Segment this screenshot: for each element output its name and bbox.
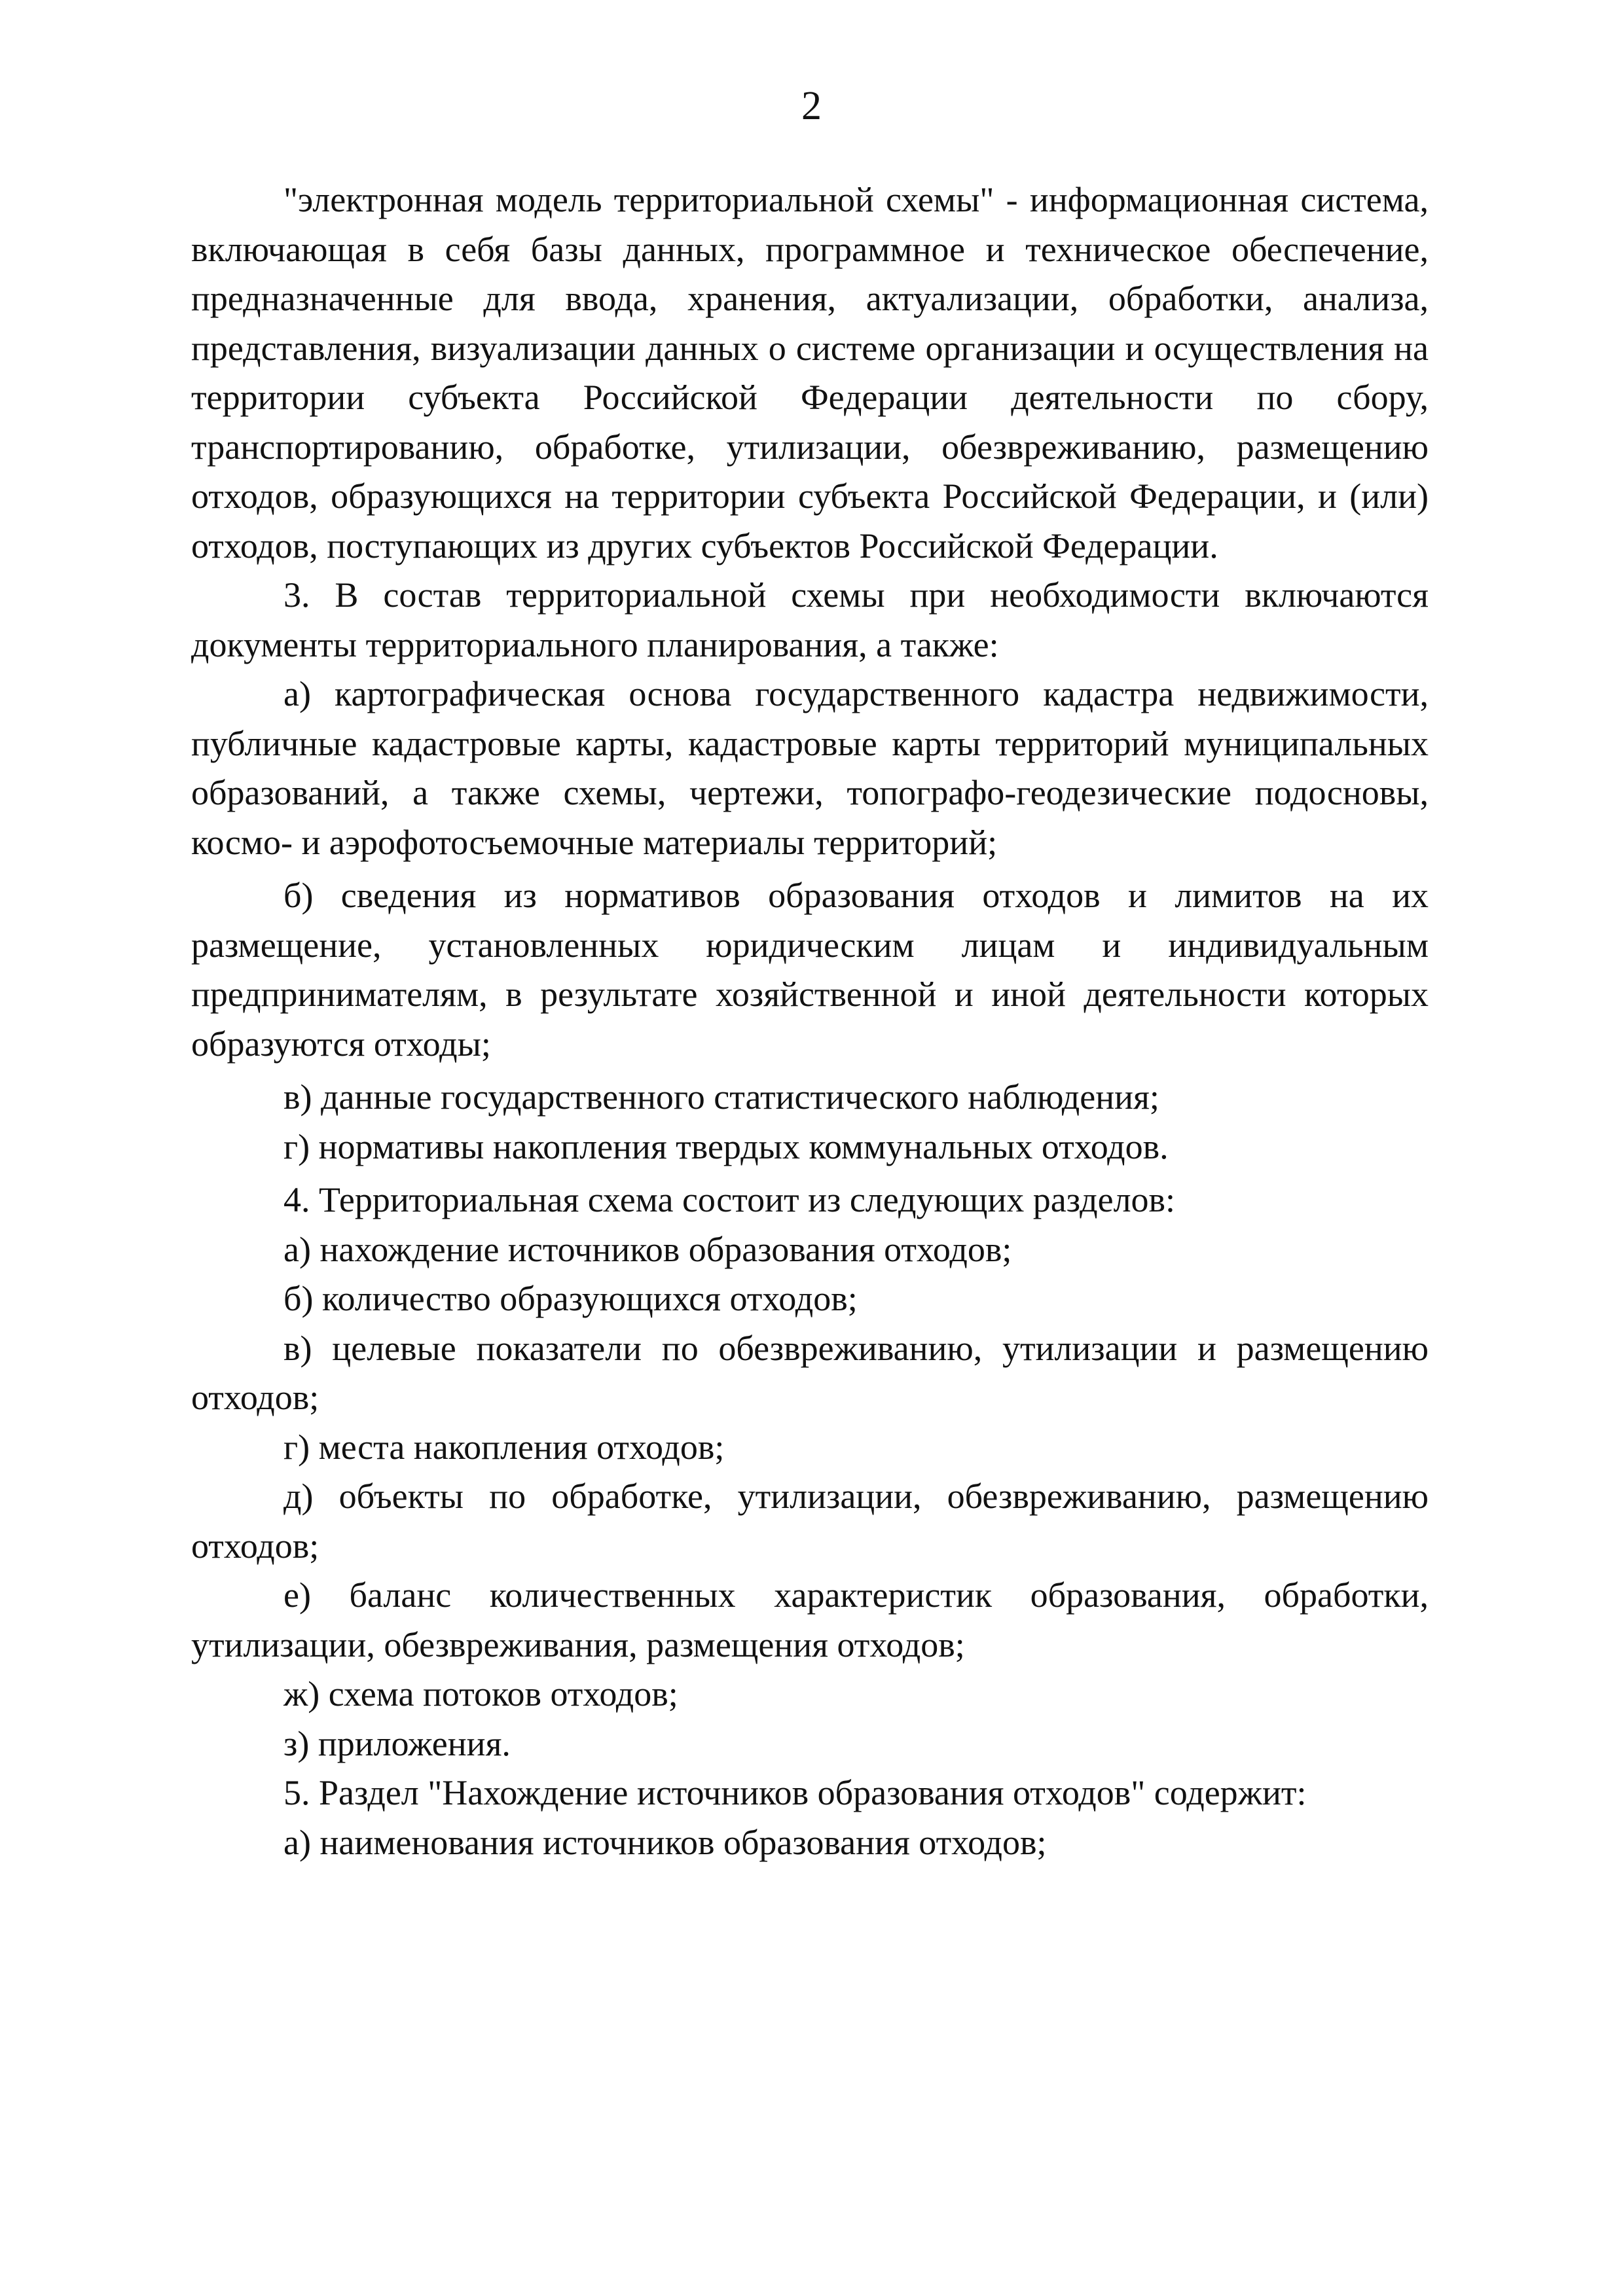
paragraph-clause-3b: б) сведения из нормативов образования отходов и лимитов на их размещение, установленных юридическим лицам и индивидуальным предпринимателям, в результате хозяйственной и иной деятельности которых образуются отходы; xyxy=(191,876,1429,1064)
paragraph-clause-4g: г) места накопления отходов; xyxy=(283,1427,725,1467)
page-number: 2 xyxy=(801,84,822,128)
paragraph-clause-4b: б) количество образующихся отходов; xyxy=(283,1279,858,1318)
paragraph-clause-3: 3. В состав территориальной схемы при необходимости включаются документы территориального планирования, а также: xyxy=(191,575,1429,664)
paragraph-clause-3a: а) картографическая основа государственного кадастра недвижимости, публичные кадастровые карты, кадастровые карты территорий муниципальных образований, а также схемы, чертежи, топографо-геодезические подосновы, космо- и аэрофотосъемочные материалы территорий; xyxy=(191,674,1429,862)
paragraph-clause-4z: з) приложения. xyxy=(283,1723,511,1763)
paragraph-clause-3g: г) нормативы накопления твердых коммунальных отходов. xyxy=(283,1126,1169,1166)
paragraph-clause-4a: а) нахождение источников образования отходов; xyxy=(283,1229,1012,1269)
document-body xyxy=(191,175,1429,1867)
paragraph-definition-electronic-model: "электронная модель территориальной схемы" - информационная система, включающая в себя базы данных, программное и техническое обеспечение, предназначенные для ввода, хранения, актуализации, обработки, анализа, представления, визуализации данных о системе организации и осуществления на территории субъекта Российской Федерации деятельности по сбору, транспортированию, обработке, утилизации, обезвреживанию, размещению отходов, образующихся на территории субъекта Российской Федерации, и (или) отходов, поступающих из других субъектов Российской Федерации. xyxy=(191,180,1429,565)
paragraph-clause-3v: в) данные государственного статистического наблюдения; xyxy=(283,1077,1159,1117)
paragraph-clause-4e: е) баланс количественных характеристик образования, обработки, утилизации, обезвреживания, размещения отходов; xyxy=(191,1575,1429,1664)
paragraph-clause-4v: в) целевые показатели по обезвреживанию, утилизации и размещению отходов; xyxy=(191,1328,1429,1417)
paragraph-clause-4d: д) объекты по обработке, утилизации, обезвреживанию, размещению отходов; xyxy=(191,1477,1429,1566)
paragraph-clause-5a: а) наименования источников образования отходов; xyxy=(283,1822,1047,1862)
paragraph-clause-5: 5. Раздел "Нахождение источников образования отходов" содержит: xyxy=(283,1773,1307,1812)
paragraph-clause-4: 4. Территориальная схема состоит из следующих разделов: xyxy=(283,1180,1176,1219)
paragraph-clause-4zh: ж) схема потоков отходов; xyxy=(283,1674,678,1713)
